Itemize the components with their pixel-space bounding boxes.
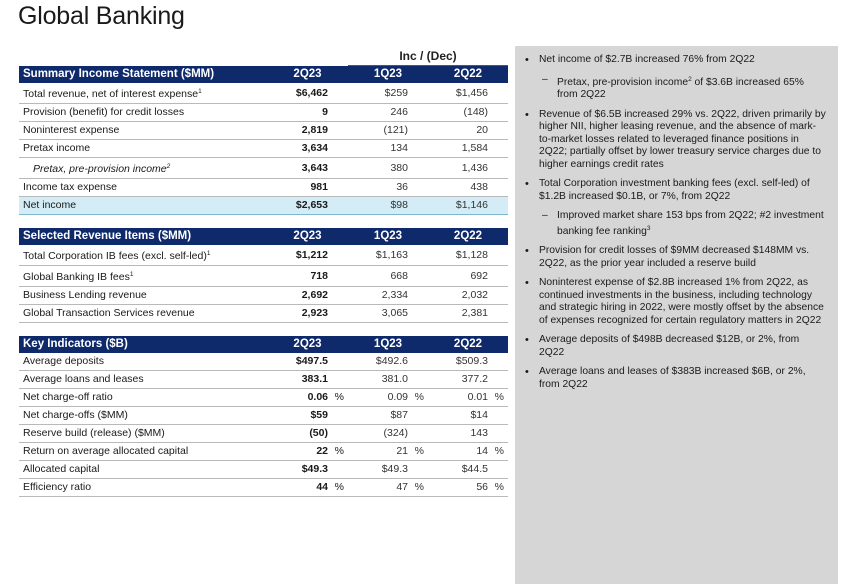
cell-value: 246: [348, 104, 428, 122]
percent-sign: %: [334, 481, 344, 493]
table-row: [19, 443, 508, 461]
cell-value: (324): [348, 425, 428, 443]
cell-value: 692: [428, 266, 508, 287]
cell-value: 143: [428, 425, 508, 443]
column-header: 2Q23: [267, 66, 348, 83]
table-row: [19, 287, 508, 305]
row-label: Noninterest expense: [19, 122, 267, 140]
key-indicators-table: [19, 336, 508, 497]
cell-value: (50): [267, 425, 348, 443]
bullet-item: • Average loans and leases of $383B increased $6B, or 2%, from 2Q22: [523, 366, 826, 391]
summary-income-statement-table: [19, 66, 508, 215]
cell-value: 2,692: [267, 287, 348, 305]
table-title: Summary Income Statement ($MM): [19, 66, 267, 83]
percent-sign: %: [414, 481, 424, 493]
row-label: Income tax expense: [19, 179, 267, 197]
cell-value: $44.5: [428, 461, 508, 479]
cell-value: 438: [428, 179, 508, 197]
row-label: Pretax, pre-provision income$^2$: [19, 158, 267, 179]
table-row: [19, 104, 508, 122]
column-header: 2Q22: [428, 66, 508, 83]
page-title: Global Banking: [18, 2, 185, 30]
cell-value: $2,653: [267, 197, 348, 215]
cell-value: $59: [267, 407, 348, 425]
cell-value: 0.01 %: [428, 389, 508, 407]
percent-sign: %: [494, 391, 504, 403]
table-row-net-income: [19, 197, 508, 215]
row-label: Business Lending revenue: [19, 287, 267, 305]
column-header: 1Q23: [348, 336, 428, 353]
cell-value: 22 %: [267, 443, 348, 461]
table-title: Key Indicators ($B): [19, 336, 267, 353]
cell-value: 44 %: [267, 479, 348, 497]
row-label: Net income: [19, 197, 267, 215]
cell-value: $259: [348, 83, 428, 104]
table-row: [19, 371, 508, 389]
cell-value: $492.6: [348, 353, 428, 371]
row-label: Reserve build (release) ($MM): [19, 425, 267, 443]
table-header-row: [19, 66, 508, 83]
cell-value: 1,584: [428, 140, 508, 158]
column-header: 2Q22: [428, 336, 508, 353]
cell-value: $6,462: [267, 83, 348, 104]
sub-bullet-item: – Pretax, pre-provision income$^2$ of $3.6B increased 65% from 2Q22: [523, 74, 826, 102]
cell-value: $49.3: [267, 461, 348, 479]
cell-value: 718: [267, 266, 348, 287]
cell-value: 1,436: [428, 158, 508, 179]
cell-value: 383.1: [267, 371, 348, 389]
cell-value: $1,163: [348, 245, 428, 266]
row-label: Global Banking IB fees$^1$: [19, 266, 267, 287]
column-header: 2Q23: [267, 228, 348, 245]
cell-value: $497.5: [267, 353, 348, 371]
row-label: Pretax income: [19, 140, 267, 158]
table-row: [19, 266, 508, 287]
row-label: Net charge-off ratio: [19, 389, 267, 407]
table-row: [19, 158, 508, 179]
row-label: Average deposits: [19, 353, 267, 371]
cell-value: $49.3: [348, 461, 428, 479]
cell-value: 2,819: [267, 122, 348, 140]
cell-value: 3,643: [267, 158, 348, 179]
row-label: Total Corporation IB fees (excl. self-led)$^1$: [19, 245, 267, 266]
commentary-list: [523, 54, 826, 391]
sub-bullet-item: – Improved market share 153 bps from 2Q22; #2 investment banking fee ranking$^3$: [523, 210, 826, 238]
cell-value: 0.09 %: [348, 389, 428, 407]
financial-tables: [19, 48, 508, 493]
percent-sign: %: [334, 391, 344, 403]
cell-value: $14: [428, 407, 508, 425]
percent-sign: %: [494, 445, 504, 457]
bullet-item: • Noninterest expense of $2.8B increased 1% from 2Q22, as continued investments in the business, including technology and strategic hiring in 2022, were mostly offset by the absence of expenses recognized for certain regulatory matters in 2Q22: [523, 277, 826, 327]
row-label: Total revenue, net of interest expense$^1$: [19, 83, 267, 104]
cell-value: $509.3: [428, 353, 508, 371]
cell-value: 377.2: [428, 371, 508, 389]
cell-value: $1,128: [428, 245, 508, 266]
table-row: [19, 83, 508, 104]
cell-value: 14 %: [428, 443, 508, 461]
commentary-panel: [515, 46, 838, 584]
cell-value: $1,456: [428, 83, 508, 104]
table-row: [19, 479, 508, 497]
cell-value: $98: [348, 197, 428, 215]
cell-value: (121): [348, 122, 428, 140]
table-row: [19, 407, 508, 425]
bullet-item: • Average deposits of $498B decreased $12B, or 2%, from 2Q22: [523, 334, 826, 359]
cell-value: $87: [348, 407, 428, 425]
cell-value: 0.06 %: [267, 389, 348, 407]
table-row: [19, 461, 508, 479]
cell-value: 2,334: [348, 287, 428, 305]
percent-sign: %: [494, 481, 504, 493]
column-header: 2Q23: [267, 336, 348, 353]
bullet-item: • Net income of $2.7B increased 76% from 2Q22: [523, 54, 826, 67]
cell-value: 3,065: [348, 305, 428, 323]
cell-value: $1,212: [267, 245, 348, 266]
cell-value: 21 %: [348, 443, 428, 461]
column-header: 1Q23: [348, 66, 428, 83]
table-row: [19, 140, 508, 158]
cell-value: 981: [267, 179, 348, 197]
row-label: Allocated capital: [19, 461, 267, 479]
cell-value: 20: [428, 122, 508, 140]
inc-dec-header: [19, 48, 508, 66]
cell-value: 9: [267, 104, 348, 122]
inc-dec-label: Inc / (Dec): [348, 48, 508, 66]
cell-value: (148): [428, 104, 508, 122]
column-header: 2Q22: [428, 228, 508, 245]
table-row: [19, 425, 508, 443]
cell-value: 2,032: [428, 287, 508, 305]
cell-value: 2,923: [267, 305, 348, 323]
bullet-item: • Total Corporation investment banking fees (excl. self-led) of $1.2B increased $0.1B, or 7%, from 2Q22: [523, 178, 826, 203]
row-label: Net charge-offs ($MM): [19, 407, 267, 425]
cell-value: 381.0: [348, 371, 428, 389]
column-header: 1Q23: [348, 228, 428, 245]
percent-sign: %: [414, 391, 424, 403]
table-title: Selected Revenue Items ($MM): [19, 228, 267, 245]
bullet-item: • Provision for credit losses of $9MM decreased $148MM vs. 2Q22, as the prior year included a reserve build: [523, 245, 826, 270]
row-label: Global Transaction Services revenue: [19, 305, 267, 323]
table-row: [19, 305, 508, 323]
cell-value: 380: [348, 158, 428, 179]
table-row: [19, 245, 508, 266]
row-label: Efficiency ratio: [19, 479, 267, 497]
cell-value: $1,146: [428, 197, 508, 215]
row-label: Average loans and leases: [19, 371, 267, 389]
table-row: [19, 353, 508, 371]
table-row: [19, 389, 508, 407]
cell-value: 668: [348, 266, 428, 287]
percent-sign: %: [334, 445, 344, 457]
table-header-row: [19, 228, 508, 245]
bullet-item: • Revenue of $6.5B increased 29% vs. 2Q22, driven primarily by higher NII, higher leasing revenue, and the absence of mark-to-market losses related to leveraged finance positions in 2Q22; partially offset by lower treasury service charges due to higher earnings credit rates: [523, 109, 826, 172]
percent-sign: %: [414, 445, 424, 457]
table-row: [19, 122, 508, 140]
cell-value: 134: [348, 140, 428, 158]
cell-value: 3,634: [267, 140, 348, 158]
table-header-row: [19, 336, 508, 353]
row-label: Provision (benefit) for credit losses: [19, 104, 267, 122]
table-row: [19, 179, 508, 197]
selected-revenue-items-table: [19, 228, 508, 323]
cell-value: 47 %: [348, 479, 428, 497]
row-label: Return on average allocated capital: [19, 443, 267, 461]
cell-value: 36: [348, 179, 428, 197]
cell-value: 2,381: [428, 305, 508, 323]
cell-value: 56 %: [428, 479, 508, 497]
